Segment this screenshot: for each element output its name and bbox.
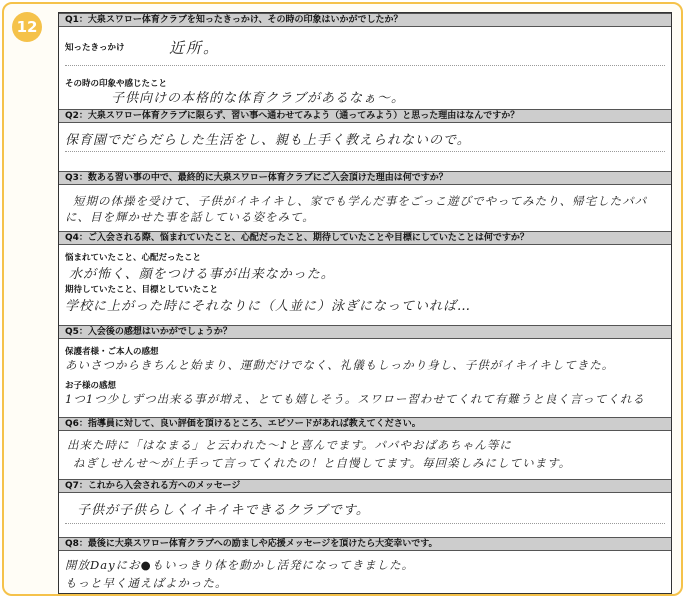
q8-answer-line1: 開放Dayにお●もいっきり体を動かし活発になってきました。 bbox=[65, 558, 415, 572]
q7-answer: 子供が子供らしくイキイキできるクラブです。 bbox=[77, 503, 370, 518]
answer-rule bbox=[65, 65, 665, 66]
q6-answer-line2: ねぎしせんせ〜が上手って言ってくれたの！と自慢してます。毎回楽しみにしています。 bbox=[73, 456, 572, 470]
q7-question: Q7：これから入会される方へのメッセージ bbox=[59, 479, 671, 493]
q4-answer-goal: 学校に上がった時にそれなりに（人並に）泳ぎになっていれば… bbox=[65, 299, 472, 314]
q5-label-parent: 保護者様・ご本人の感想 bbox=[65, 347, 159, 357]
q1-label-impression: その時の印象や感じたこと bbox=[65, 79, 168, 89]
answer-rule bbox=[65, 523, 665, 524]
q5-answer-child: 1つ1つ少しずつ出来る事が増え、とても嬉しそう。スワロー習わせてくれて有難うと良く言ってくれる bbox=[65, 392, 645, 406]
testimonial-card bbox=[2, 2, 683, 596]
q6-answer-line1: 出来た時に「はなまる」と云われた〜♪と喜んでます。パパやおばあちゃん等に bbox=[67, 438, 512, 452]
q6-question: Q6：指導員に対して、良い評価を頂けるところ、エピソードがあれば教えてください。 bbox=[59, 417, 671, 431]
q4-answer-worry: 水が怖く、顔をつける事が出来なかった。 bbox=[69, 267, 335, 282]
q4-label-goal: 期待していたこと、目標としていたこと bbox=[65, 285, 219, 295]
q2-answer: 保育園でだらだらした生活をし、親も上手く教えられないので。 bbox=[65, 133, 471, 148]
q1-question: Q1：大泉スワロー体育クラブを知ったきっかけ、その時の印象はいかがでしたか？ bbox=[59, 13, 671, 27]
q1-answer-impression: 子供向けの本格的な体育クラブがあるなぁ〜。 bbox=[111, 91, 406, 106]
q4-label-worry: 悩まれていたこと、心配だったこと bbox=[65, 253, 202, 263]
q1-label-trigger: 知ったきっかけ bbox=[65, 43, 125, 53]
q3-answer-line2: に、目を輝かせた事を話している姿をみて。 bbox=[65, 210, 315, 224]
number-badge: 12 bbox=[12, 12, 42, 42]
q5-question: Q5：入会後の感想はいかがでしょうか？ bbox=[59, 325, 671, 339]
q5-answer-parent: あいさつからきちんと始まり、運動だけでなく、礼儀もしっかり身し、子供がイキイキしてきた。 bbox=[65, 358, 615, 372]
q3-answer-line1: 短期の体操を受けて、子供がイキイキし、家でも学んだ事をごっこ遊びでやってみたり、帰宅したパパ bbox=[73, 194, 648, 208]
q8-answer-line2: もっと早く通えばよかった。 bbox=[65, 576, 228, 590]
questionnaire-sheet bbox=[58, 12, 672, 594]
q4-question: Q4：ご入会される際、悩まれていたこと、心配だったこと、期待していたことや目標にしていたことは何ですか？ bbox=[59, 231, 671, 245]
q8-question: Q8：最後に大泉スワロー体育クラブへの励ましや応援メッセージを頂けたら大変幸いです。 bbox=[59, 537, 671, 551]
answer-rule bbox=[65, 151, 665, 152]
q1-answer-trigger: 近所。 bbox=[169, 39, 221, 57]
q3-question: Q3：数ある習い事の中で、最終的に大泉スワロー体育クラブにご入会頂けた理由は何ですか？ bbox=[59, 171, 671, 185]
q5-label-child: お子様の感想 bbox=[65, 381, 117, 391]
q2-question: Q2：大泉スワロー体育クラブに限らず、習い事へ通わせてみよう（通ってみよう）と思った理由はなんですか？ bbox=[59, 109, 671, 123]
